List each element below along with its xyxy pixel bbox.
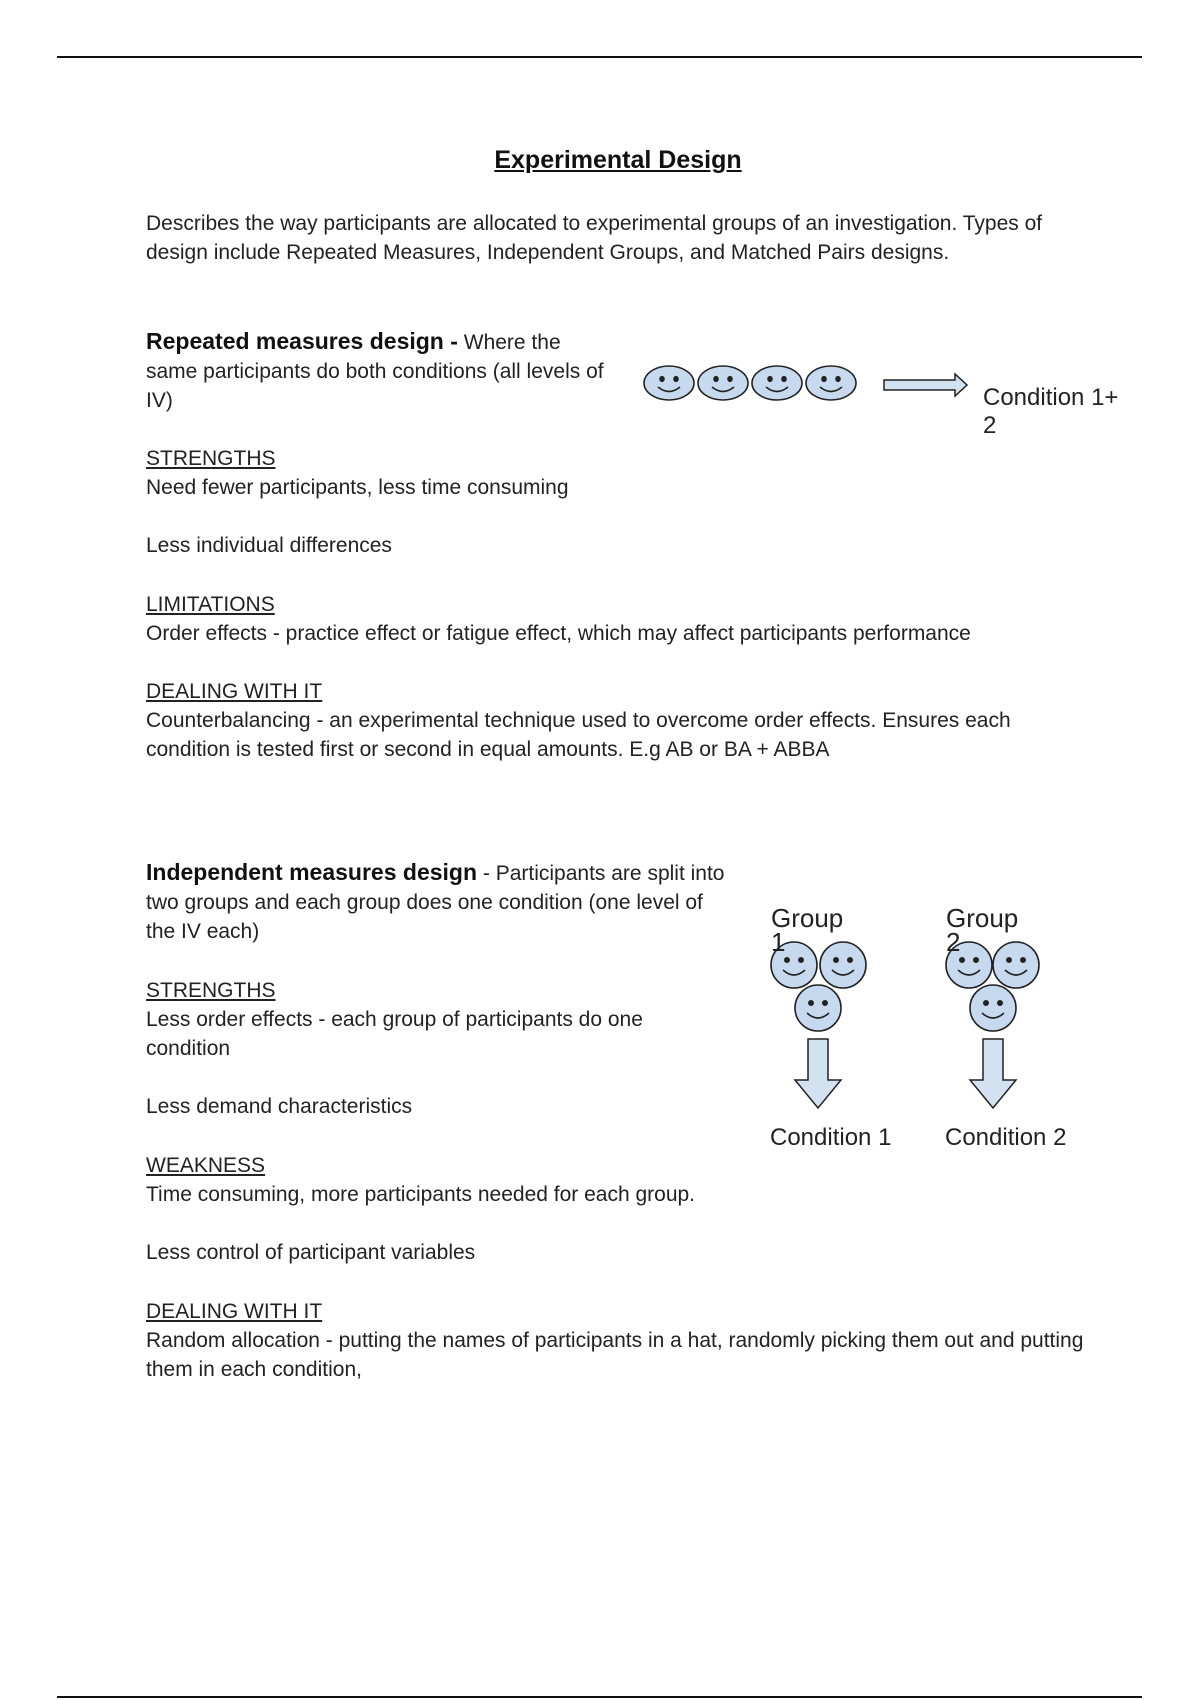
repeated-condition-line1: Condition 1+ xyxy=(983,384,1119,411)
group2-label-line2: 2 xyxy=(946,927,961,957)
independent-strength-2: Less demand characteristics xyxy=(146,1095,413,1118)
participant-face-icon xyxy=(698,366,748,400)
independent-weakness-1: Time consuming, more participants needed for each group. xyxy=(146,1183,696,1206)
down-arrow-icon xyxy=(970,1039,1016,1108)
group1-label-line1: Group xyxy=(771,903,844,933)
independent-heading: Independent measures design xyxy=(146,859,478,885)
participant-face-icon xyxy=(644,366,694,400)
independent-dealing-heading: DEALING WITH IT xyxy=(146,1300,323,1323)
independent-strength-1: Less order effects - each group of participants do one condition xyxy=(146,1008,643,1060)
condition2-label: Condition 2 xyxy=(945,1124,1067,1151)
participant-face-icon xyxy=(795,985,841,1031)
participant-face-icon xyxy=(970,985,1016,1031)
repeated-condition-label xyxy=(983,384,1118,440)
independent-description: - Participants are split into two groups and each group does one condition (one level of the IV each) xyxy=(146,862,725,943)
repeated-dealing-text: Counterbalancing - an experimental technique used to overcome order effects. Ensures each condition is tested first or second in equal amounts. E.g AB or BA + ABBA xyxy=(146,709,1011,761)
right-arrow-icon xyxy=(884,374,967,396)
participant-face-icon xyxy=(806,366,856,400)
independent-weakness-2: Less control of participant variables xyxy=(146,1241,476,1264)
participant-face-icon xyxy=(752,366,802,400)
group2-label-line1: Group xyxy=(946,903,1019,933)
repeated-heading: Repeated measures design - xyxy=(146,328,458,354)
page-title: Experimental Design xyxy=(494,146,742,174)
repeated-strength-1: Need fewer participants, less time consuming xyxy=(146,476,569,499)
repeated-dealing-heading: DEALING WITH IT xyxy=(146,680,323,703)
group1-label-line2: 1 xyxy=(771,927,786,957)
independent-strengths-heading: STRENGTHS xyxy=(146,979,276,1002)
independent-dealing-text: Random allocation - putting the names of participants in a hat, randomly picking them out and putting them in each condition, xyxy=(146,1329,1084,1381)
repeated-condition-line2: 2 xyxy=(983,412,997,439)
independent-weakness-heading: WEAKNESS xyxy=(146,1154,266,1177)
group1-label xyxy=(771,904,843,956)
repeated-strengths-heading: STRENGTHS xyxy=(146,447,276,470)
condition1-label: Condition 1 xyxy=(770,1124,892,1151)
group2-label xyxy=(946,904,1018,956)
repeated-strength-2: Less individual differences xyxy=(146,534,392,557)
repeated-description: Where the same participants do both conditions (all levels of IV) xyxy=(146,331,604,412)
repeated-participants xyxy=(644,366,856,400)
repeated-limitations-heading: LIMITATIONS xyxy=(146,593,275,616)
down-arrow-icon xyxy=(795,1039,841,1108)
intro-paragraph: Describes the way participants are allocated to experimental groups of an investigation. Types of design include Repeated Measures, Independent Groups, and Matched Pairs designs. xyxy=(146,212,1043,264)
repeated-limitation-1: Order effects - practice effect or fatigue effect, which may affect participants performance xyxy=(146,622,971,645)
